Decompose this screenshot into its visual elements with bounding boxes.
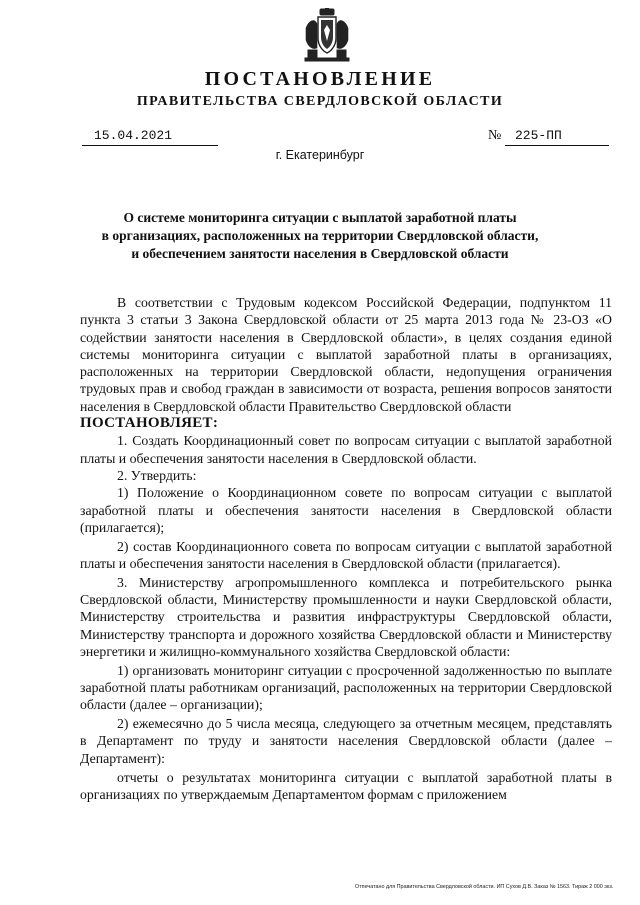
document-date: 15.04.2021 [82,127,218,146]
clause-3-1: 1) организовать мониторинг ситуации с просроченной задолженностью по выплате заработной платы работникам организаций, расположенных на территории Свердловской области (далее – организации); [80,662,612,713]
clause-1: 1. Создать Координационный совет по вопросам ситуации с выплатой заработной платы и обеспечения занятости населения в Свердловской области. [80,433,612,466]
resolution-title-line: О системе мониторинга ситуации с выплатой заработной платы [123,210,517,225]
number-label: № [488,128,502,143]
clause-3: 3. Министерству агропромышленного комплекса и потребительского рынка Свердловской области, Министерству промышленности и науки Свердловской области, Министерству строительства и развития инфраструктуры Свердловской области, Министерству транспорта и дорожного хозяйства Свердловской области и Министерству энергетики и жилищно-коммунального хозяйства Свердловской области: [80,574,612,659]
resolution-title-line: в организациях, расположенных на территории Свердловской области, [101,228,539,243]
clause-2-1: 1) Положение о Координационном совете по вопросам ситуации с выплатой заработной платы и обеспечения занятости населения в Свердловской области (прилагается); [80,485,612,535]
coat-of-arms-emblem [303,8,351,62]
clause-3-2-reports: отчеты о результатах мониторинга ситуации с выплатой заработной платы в организациях по утверждаемым Департаментом формам с приложением [80,769,612,802]
print-imprint: Отпечатано для Правительства Свердловской области. ИП Сухов Д.В. Заказ № 1563. Тираж 2 000 экз. [355,884,614,890]
resolution-title-line: и обеспечением занятости населения в Свердловской области [131,246,509,261]
document-number-value: 225-ПП [515,128,562,143]
decree-heading: ПОСТАНОВЛЯЕТ: [80,415,219,432]
city: г. Екатеринбург [275,148,365,162]
clause-2: 2. Утвердить: [117,467,197,483]
clause-3-2: 2) ежемесячно до 5 числа месяца, следующего за отчетным месяцем, представлять в Департамент по труду и занятости населения Свердловской области (далее – Департамент): [80,716,612,766]
clause-2-2: 2) состав Координационного совета по вопросам ситуации с выплатой заработной платы и обеспечения занятости населения в Свердловской области (прилагается). [80,538,612,571]
preamble-paragraph: В соответствии с Трудовым кодексом Российской Федерации, подпунктом 11 пункта 3 статьи 3 Закона Свердловской области от 25 марта 2013 года № 23-ОЗ «О содействии занятости населения в Свердловской области», в целях создания единой системы мониторинга ситуации с выплатой заработной платы в организациях, расположенных на территории Свердловской области, недопущения ограничения трудовых прав и свобод граждан в зависимости от возраста, решения вопросов занятости населения в Свердловской области Правительство Свердловской области [80,295,612,414]
resolution-title [80,209,560,263]
issuing-authority: ПРАВИТЕЛЬСТВА СВЕРДЛОВСКОЙ ОБЛАСТИ [136,94,504,109]
document-number [505,127,609,146]
document-body [80,294,612,803]
document-type-title: ПОСТАНОВЛЕНИЕ [204,68,436,90]
